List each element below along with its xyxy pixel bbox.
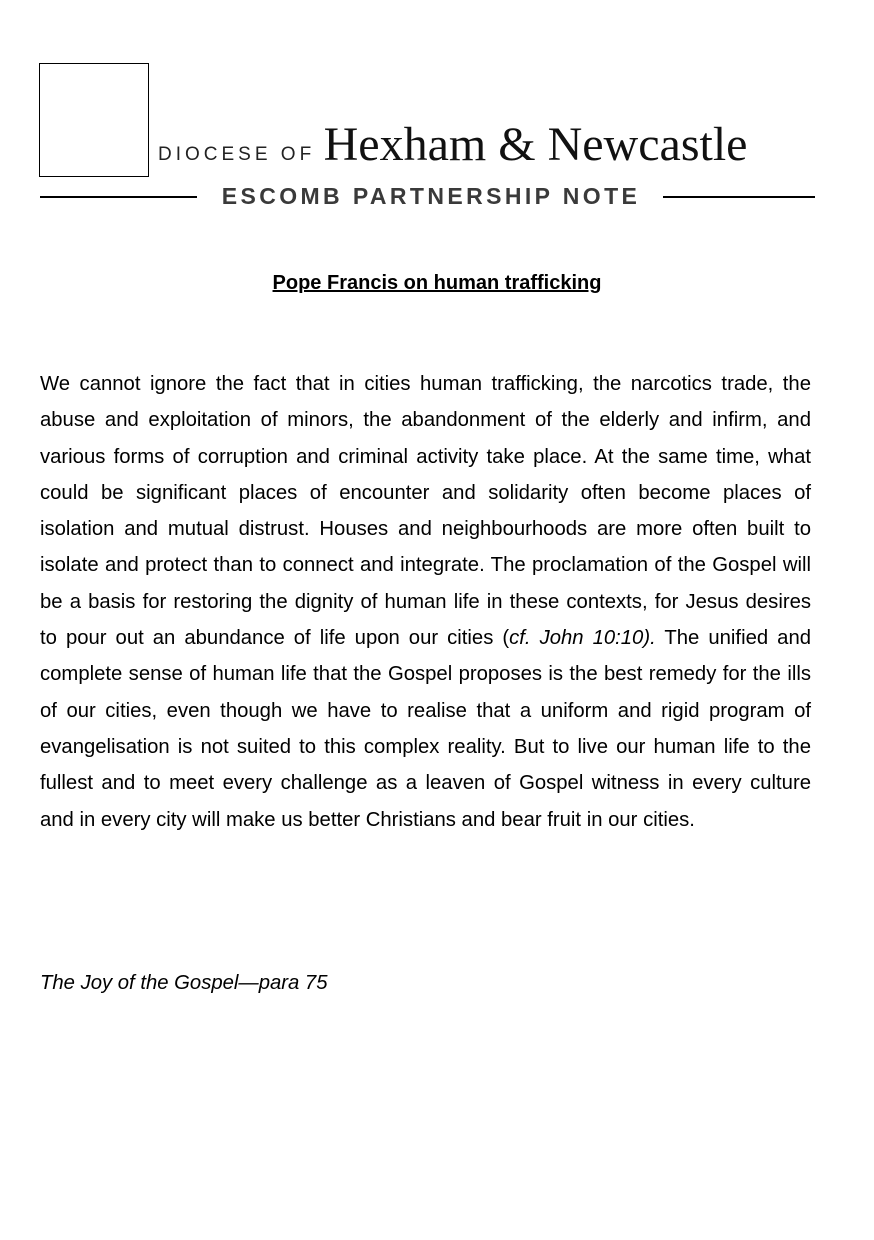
header-rule-left	[40, 196, 197, 198]
header-rule-right	[663, 196, 815, 198]
diocese-heading	[158, 117, 747, 172]
page-title: Pope Francis on human trafficking	[272, 272, 602, 294]
diocese-of-label: DIOCESE OF	[158, 144, 316, 165]
diocese-logo-frame	[39, 63, 149, 177]
body-text-part-1: We cannot ignore the fact that in cities human trafficking, the narcotics trade, the abuse and exploitation of minors, the abandonment of the elderly and infirm, and various forms of corruption and criminal activity take place. At the same time, what could be significant places of encounter and solidarity often become places of isolation and mutual distrust. Houses and neighbourhoods are more often built to isolate and protect than to connect and integrate. The proclamation of the Gospel will be a basis for restoring the dignity of human life in these contexts, for Jesus desires to pour out an abundance of life upon our cities (	[40, 373, 811, 650]
diocese-name: Hexham & Newcastle	[323, 118, 748, 171]
partnership-note-label: ESCOMB PARTNERSHIP NOTE	[221, 183, 641, 209]
source-citation: The Joy of the Gospel—para 75	[40, 972, 328, 994]
scripture-reference: cf. John 10:10).	[509, 627, 656, 650]
body-text-part-2: The unified and complete sense of human life that the Gospel proposes is the best remedy for the ills of our cities, even though we have to realise that a uniform and rigid program of evangelisation is not suited to this complex reality. But to live our human life to the fullest and to meet every challenge as a leaven of Gospel witness in every culture and in every city will make us better Christians and bear fruit in our cities.	[40, 627, 811, 831]
body-paragraph	[40, 366, 811, 838]
